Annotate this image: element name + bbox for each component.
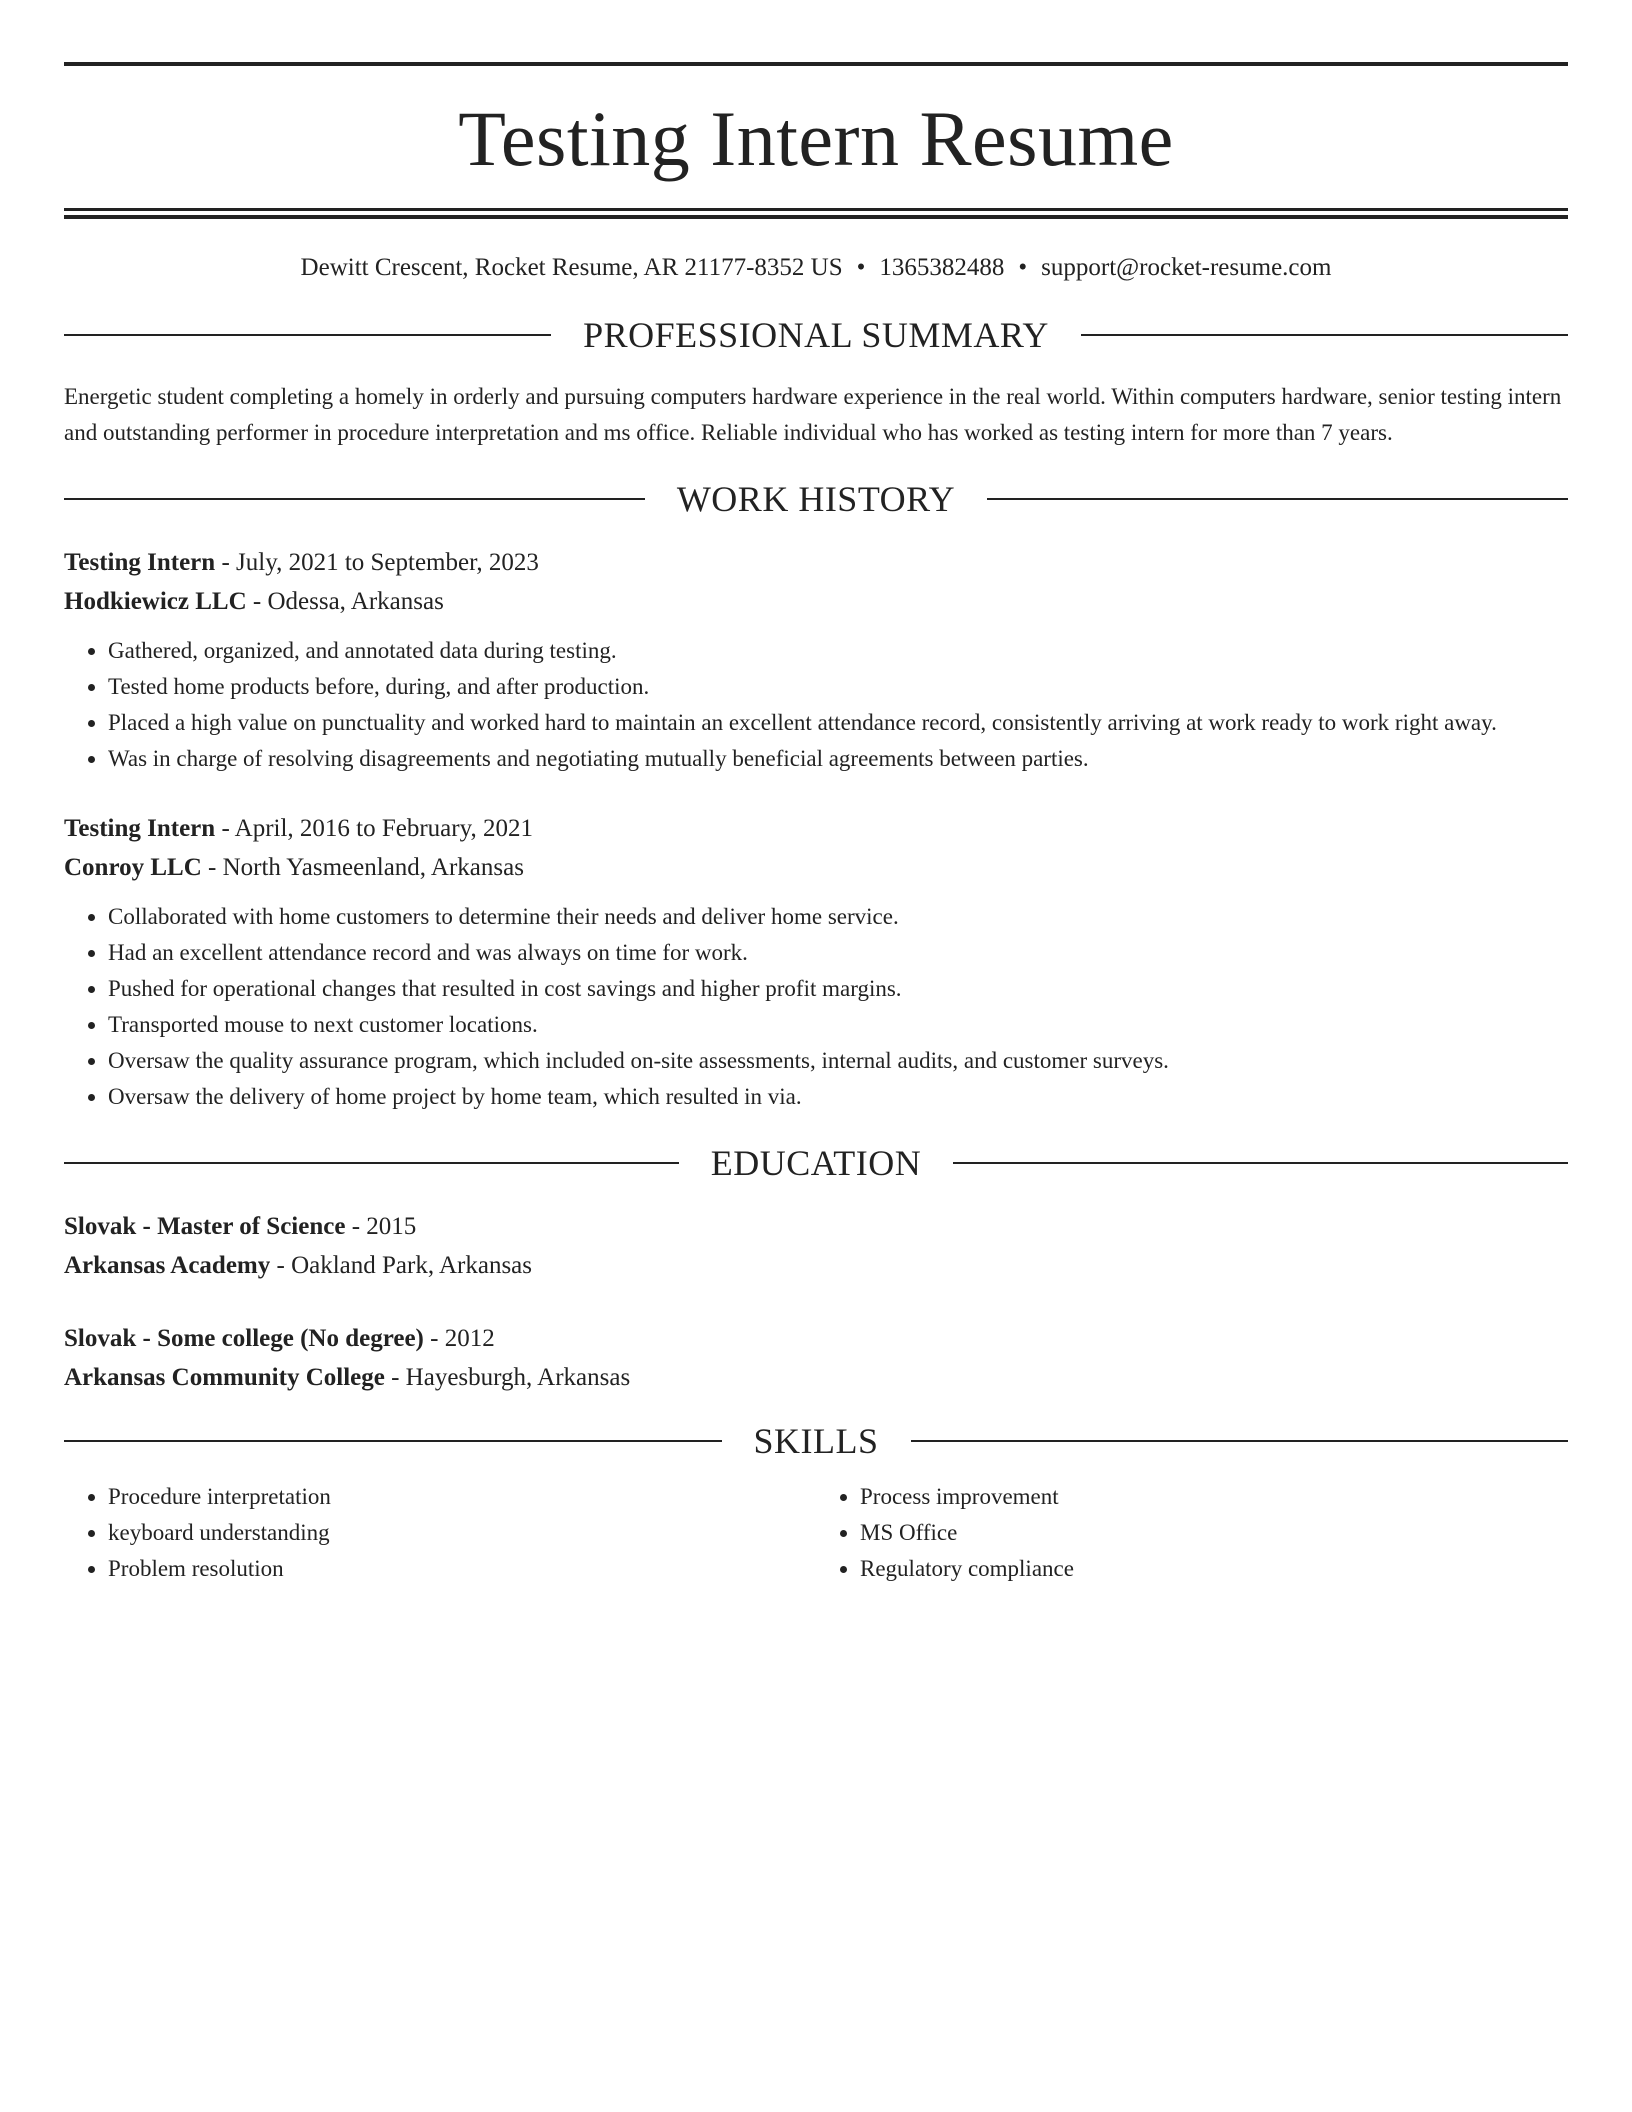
contact-separator: • (856, 254, 866, 281)
list-item: • Placed a high value on punctuality and worked hard to maintain an excellent attendance record, consistently arriving at work ready to work right away. (108, 705, 1568, 741)
heading-rule-right (953, 1162, 1568, 1164)
education-entry (64, 1319, 1568, 1397)
list-item: • Tested home products before, during, and after production. (108, 669, 1568, 705)
job-company-line (64, 848, 1568, 887)
skill-item: • Regulatory compliance (860, 1551, 1568, 1587)
education-degree-line (64, 1319, 1568, 1358)
list-item: • Was in charge of resolving disagreements and negotiating mutually beneficial agreements between parties. (108, 741, 1568, 777)
job-title: Testing Intern (64, 549, 216, 576)
education-school-line (64, 1358, 1568, 1397)
skill-item: • Process improvement (860, 1479, 1568, 1515)
heading-rule-left (64, 498, 645, 500)
summary-heading-label: PROFESSIONAL SUMMARY (583, 315, 1049, 355)
education-year: - 2015 (345, 1213, 417, 1240)
contact-separator: • (1018, 254, 1028, 281)
job-dates: - April, 2016 to February, 2021 (215, 815, 533, 842)
list-item: • Transported mouse to next customer locations. (108, 1007, 1568, 1043)
list-item: • Oversaw the quality assurance program, which included on-site assessments, internal audits, and customer surveys. (108, 1043, 1568, 1079)
heading-rule-right (1081, 334, 1568, 336)
heading-rule-right (911, 1440, 1569, 1442)
title-double-rule (64, 208, 1568, 219)
job-entry (64, 809, 1568, 1115)
education-school-line (64, 1246, 1568, 1285)
contact-email: support@rocket-resume.com (1041, 254, 1332, 281)
summary-heading (64, 317, 1568, 353)
contact-line (64, 253, 1568, 283)
list-item: • Oversaw the delivery of home project by home team, which resulted in via. (108, 1079, 1568, 1115)
job-company-line (64, 582, 1568, 621)
job-title-line (64, 809, 1568, 848)
contact-address: Dewitt Crescent, Rocket Resume, AR 21177-8352 US (300, 254, 843, 281)
education-degree-line (64, 1207, 1568, 1246)
education-location: - Oakland Park, Arkansas (270, 1252, 533, 1279)
education-heading (64, 1145, 1568, 1181)
heading-rule-left (64, 1440, 722, 1442)
education-entry (64, 1207, 1568, 1285)
job-title-line (64, 543, 1568, 582)
job-location: - North Yasmeenland, Arkansas (201, 854, 524, 881)
job-bullets (64, 899, 1568, 1115)
education-degree: Slovak - Some college (No degree) (64, 1325, 424, 1352)
top-rule (64, 62, 1568, 66)
list-item: • Pushed for operational changes that resulted in cost savings and higher profit margins. (108, 971, 1568, 1007)
education-school: Arkansas Community College (64, 1364, 385, 1391)
job-company: Conroy LLC (64, 854, 202, 881)
skills-heading (64, 1423, 1568, 1459)
skill-item: • Problem resolution (108, 1551, 816, 1587)
job-title: Testing Intern (64, 815, 216, 842)
job-entry (64, 543, 1568, 777)
education-year: - 2012 (423, 1325, 495, 1352)
education-heading-label: EDUCATION (710, 1143, 922, 1183)
skills-column-left (64, 1479, 816, 1587)
list-item: • Collaborated with home customers to determine their needs and deliver home service. (108, 899, 1568, 935)
skill-item: • Procedure interpretation (108, 1479, 816, 1515)
skills-list (64, 1479, 1568, 1587)
job-bullets (64, 633, 1568, 777)
education-school: Arkansas Academy (64, 1252, 271, 1279)
skill-item: • MS Office (860, 1515, 1568, 1551)
list-item: • Gathered, organized, and annotated data during testing. (108, 633, 1568, 669)
job-dates: - July, 2021 to September, 2023 (215, 549, 539, 576)
summary-text: Energetic student completing a homely in orderly and pursuing computers hardware experience in the real world. Within computers hardware, senior testing intern and outstanding performer in procedure interpretation and ms office. Reliable individual who has worked as testing intern for more than 7 years. (64, 384, 1562, 445)
work-heading-label: WORK HISTORY (676, 479, 956, 519)
skill-item: • keyboard understanding (108, 1515, 816, 1551)
contact-phone: 1365382488 (879, 254, 1005, 281)
skills-heading-label: SKILLS (753, 1421, 879, 1461)
list-item: • Had an excellent attendance record and was always on time for work. (108, 935, 1568, 971)
resume-title: Testing Intern Resume (458, 95, 1174, 182)
education-degree: Slovak - Master of Science (64, 1213, 346, 1240)
job-company: Hodkiewicz LLC (64, 588, 247, 615)
work-heading (64, 481, 1568, 517)
heading-rule-left (64, 334, 551, 336)
education-location: - Hayesburgh, Arkansas (384, 1364, 631, 1391)
skills-column-right (816, 1479, 1568, 1587)
heading-rule-right (987, 498, 1568, 500)
heading-rule-left (64, 1162, 679, 1164)
job-location: - Odessa, Arkansas (246, 588, 444, 615)
